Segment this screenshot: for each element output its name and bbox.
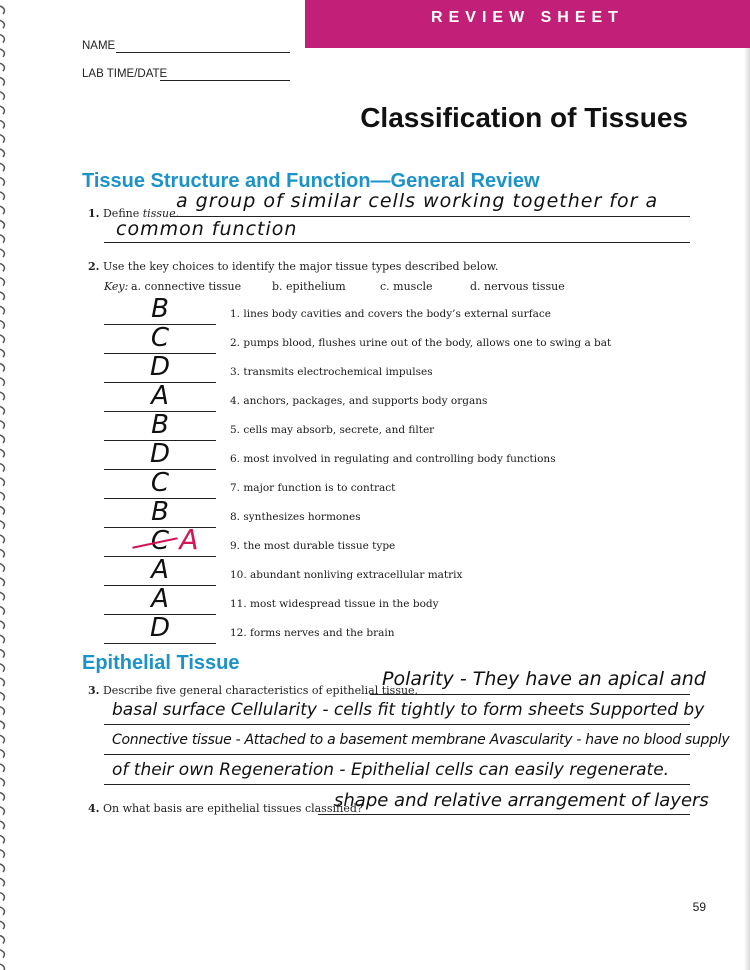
item-answer-correction: A [179,523,199,556]
item-answer: C [150,526,170,556]
item-description: 10. abundant nonliving extracellular matrix [230,569,463,581]
item-row [104,557,604,587]
item-answer: B [151,497,169,527]
question-3-number: 3. [88,684,100,697]
item-answer: C [150,323,170,353]
item-description: 4. anchors, packages, and supports body organs [230,395,488,407]
item-description: 11. most widespread tissue in the body [230,598,439,610]
question-3-answer-line-3: Connective tissue - Attached to a basement membrane Avascularity - have no blood supply [112,732,730,748]
item-answer: A [151,584,169,614]
item-description: 2. pumps blood, flushes urine out of the body, allows one to swing a bat [230,337,612,349]
item-answer: B [151,410,169,440]
question-3-text: Describe five general characteristics of epithelial tissue. [102,684,419,697]
item-description: 5. cells may absorb, secrete, and filter [230,424,435,436]
answer-blank[interactable] [104,643,216,644]
question-3-line-3 [104,754,690,755]
lab-time-field[interactable] [160,80,290,81]
item-description: 1. lines body cavities and covers the body’s external surface [230,308,551,320]
review-sheet-banner [305,0,750,48]
item-row [104,412,604,442]
item-row [104,323,612,355]
question-1-line-2 [104,242,690,243]
lab-time-label: LAB TIME/DATE [82,68,168,80]
item-description: 8. synthesizes hormones [230,511,361,523]
item-answer: D [149,439,171,469]
item-description: 3. transmits electrochemical impulses [230,366,433,378]
name-field[interactable] [116,52,290,53]
page-edge-shadow [744,0,750,970]
item-description: 7. major function is to contract [230,482,396,494]
question-1-answer-line-2: common function [116,218,298,240]
question-1-line-1 [170,216,690,217]
item-answer: A [151,381,169,411]
section-heading-general-review: Tissue Structure and Function—General Review [82,170,540,192]
question-3-line-2 [104,724,690,725]
question-2-text: Use the key choices to identify the major tissue types described below. [102,260,499,273]
item-description: 6. most involved in regulating and controlling body functions [230,453,556,465]
key-row [104,280,128,293]
item-answer: D [149,352,171,382]
item-row [104,586,604,616]
question-3-line-4 [104,784,690,785]
question-1-answer-line-1: a group of similar cells working together for a [176,190,659,212]
item-answer: C [150,468,170,498]
question-4-line [318,814,690,815]
question-3-line-1 [370,694,690,695]
page-number: 59 [692,900,706,914]
item-row [104,523,604,558]
item-row [104,441,604,471]
item-answer: A [151,555,169,585]
question-2-number: 2. [88,260,100,273]
item-description: 9. the most durable tissue type [230,540,396,552]
question-3-answer-line-1: Polarity - They have an apical and [382,668,706,690]
item-row [104,470,604,500]
key-c: c. muscle [380,280,433,293]
banner-label: REVIEW SHEET [431,9,624,26]
question-3-answer-line-4: of their own Regeneration - Epithelial cells can easily regenerate. [112,760,670,780]
key-d: d. nervous tissue [470,280,565,293]
item-row [104,354,604,384]
item-row [104,296,604,326]
item-answer: B [151,294,169,324]
question-3-answer-line-2: basal surface Cellularity - cells fit tightly to form sheets Supported by [112,700,705,720]
key-label: Key: [104,280,129,293]
item-description: 12. forms nerves and the brain [230,627,395,639]
item-row [104,615,604,645]
question-4-text: On what basis are epithelial tissues classified? [102,802,363,815]
question-4-number: 4. [88,802,100,815]
question-2-prompt [88,260,498,273]
question-3-prompt [88,684,418,697]
question-1-term: tissue. [142,207,180,220]
key-b: b. epithelium [272,280,346,293]
item-row [104,383,604,413]
section-heading-epithelial: Epithelial Tissue [82,652,240,674]
item-answer: D [149,613,171,643]
name-label: NAME [82,40,116,52]
spiral-binding [0,0,10,970]
question-4-answer: shape and relative arrangement of layers [334,790,709,811]
page-title: Classification of Tissues [360,102,688,133]
key-a: a. connective tissue [131,280,242,293]
question-1-number: 1. [88,207,100,220]
question-1-prefix: Define [102,207,143,220]
